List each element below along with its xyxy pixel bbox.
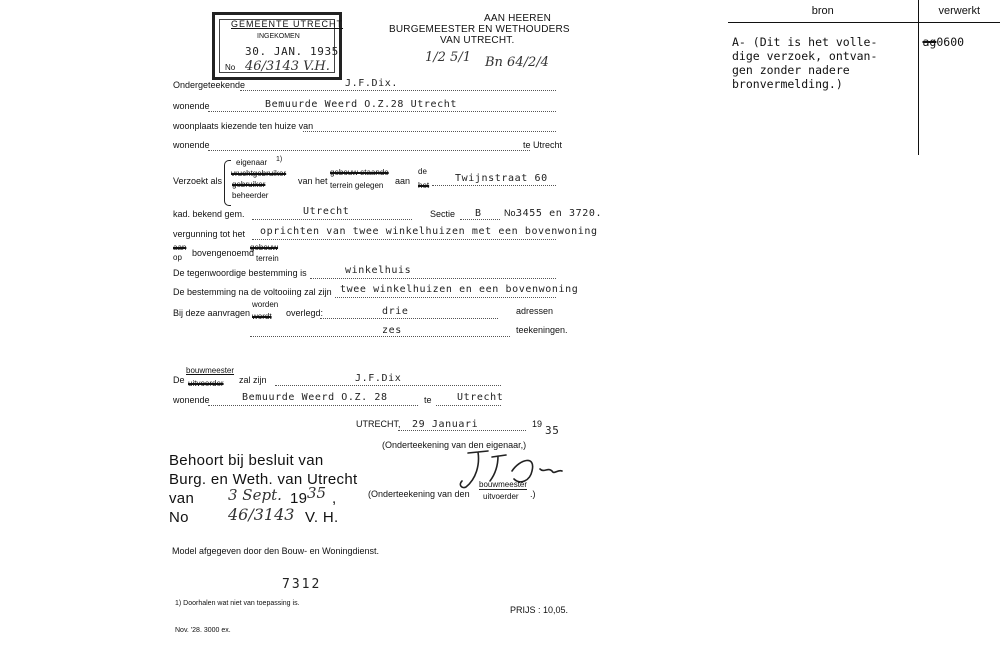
col-source-header: bron: [728, 0, 918, 23]
section-value: B: [475, 208, 482, 219]
submitted-label: Bij deze aanvragen: [173, 308, 251, 318]
building-standing-struck: gebouw staande: [330, 168, 389, 177]
residing-line: [208, 111, 556, 112]
decision-line-2: Burg. en Weth. van Utrecht: [169, 471, 358, 488]
requests-label: Verzoekt als: [173, 176, 223, 186]
stamp-received-label: INGEKOMEN: [257, 33, 300, 40]
decision-no-label: No: [169, 509, 189, 526]
footnote: 1) Doorhalen wat niet van toepassing is.: [175, 600, 300, 607]
stamp-number: 46/3143 V.H.: [245, 59, 330, 74]
received-stamp: [212, 12, 342, 80]
builder-role: bouwmeester: [186, 366, 235, 375]
section-label: Sectie: [430, 209, 456, 219]
model-text: Model afgegeven door den Bouw- en Woningdienst.: [172, 546, 379, 556]
current-use-line: [310, 278, 556, 279]
addressee-line-2: BURGEMEESTER EN WETHOUDERS: [389, 24, 570, 35]
builder-city: Utrecht: [457, 392, 504, 403]
undersigned-label: Ondergeteekende: [173, 80, 246, 90]
number-value: 3455 en 3720.: [516, 208, 603, 219]
date-value: 29 Januari: [412, 419, 479, 430]
cadastral-line: [252, 219, 412, 220]
at-the-struck: het: [418, 181, 430, 190]
above-struck-building: gebouw: [250, 243, 279, 252]
builder-city-line: [436, 405, 501, 406]
processed-text: 0600: [936, 35, 965, 49]
decision-line-1: Behoort bij besluit van: [169, 452, 324, 469]
terrain-located: terrein gelegen: [330, 181, 384, 190]
builder-residing-label: wonende: [173, 395, 210, 405]
processed-cell: [918, 23, 1000, 156]
place-date-label: UTRECHT,: [356, 419, 401, 429]
serial-number: 7312: [282, 577, 322, 592]
above-terrain: terrein: [256, 254, 279, 263]
col-processed-header: verwerkt: [918, 0, 1000, 23]
permit-line: [252, 239, 556, 240]
builder-line: [275, 385, 501, 386]
cadastral-value: Utrecht: [303, 206, 350, 217]
year-value: 35: [545, 424, 560, 437]
current-use-value: winkelhuis: [345, 265, 412, 276]
residing2-line: [208, 150, 530, 151]
domicile-line: [303, 131, 556, 132]
future-use-value: twee winkelhuizen en een bovenwoning: [340, 284, 579, 295]
role-user-struck: vruchtgebruiker: [231, 169, 287, 178]
above-op: op: [173, 253, 182, 262]
processed-struck: ag: [922, 35, 937, 49]
stamp-municipality: GEMEENTE UTRECHT: [231, 19, 344, 29]
permit-value: oprichten van twee winkelhuizen met een bovenwoning: [260, 226, 598, 237]
decision-number: 46/3143: [228, 505, 295, 524]
addresses-value: drie: [382, 306, 409, 317]
residing-value: Bemuurde Weerd O.Z.28 Utrecht: [265, 99, 457, 110]
builder-residing-line: [208, 405, 418, 406]
permit-label: vergunning tot het: [173, 229, 246, 239]
submitted-label-2: overlegd:: [286, 308, 324, 318]
source-table: [728, 0, 1000, 155]
role-tenant-struck: gebruiker: [232, 180, 266, 189]
year-prefix: 19: [532, 419, 543, 429]
number-label: No.: [504, 208, 519, 218]
decision-comma: ,: [332, 490, 337, 507]
domicile-label: woonplaats kiezende ten huize van: [173, 121, 314, 131]
undersigned-value: J.F.Dix.: [345, 78, 398, 89]
builder-label: zal zijn: [239, 375, 267, 385]
submitted-struck: wordt: [252, 312, 272, 321]
role-footnote-mark: 1): [276, 156, 283, 163]
at-the-label: aan: [395, 176, 411, 186]
decision-year: 35: [307, 484, 327, 502]
role-owner: eigenaar: [236, 158, 268, 167]
builder-signature-role-bottom: uitvoerder: [483, 492, 519, 501]
future-use-line: [335, 297, 556, 298]
addressee-line-1: AAN HEEREN: [484, 13, 552, 24]
addresses-line: [320, 318, 498, 319]
handwritten-note-left: 1/2 5/1: [425, 50, 471, 65]
section-line: [460, 219, 500, 220]
at-the-de: de: [418, 167, 427, 176]
owner-signature-label: (Onderteekening van den eigenaar,): [382, 440, 527, 450]
submitted-worden: worden: [252, 300, 279, 309]
addresses-label: adressen: [516, 306, 554, 316]
source-text: A- (Dit is het volle- dige verzoek, ontvan- gen zonder nadere bronvermelding.): [732, 35, 878, 91]
role-manager: beheerder: [232, 191, 269, 200]
drawings-value: zes: [382, 325, 402, 336]
street-line: [432, 185, 556, 186]
addressee-line-3: VAN UTRECHT.: [440, 35, 515, 46]
builder-de: De: [173, 375, 185, 385]
future-use-label: De bestemming na de voltooiing zal zijn: [173, 287, 332, 297]
builder-struck: uitvoerder: [188, 379, 224, 388]
above-struck: aan: [173, 243, 187, 252]
stamp-date: 30. JAN. 1935: [245, 45, 339, 58]
table-row: [728, 23, 1000, 156]
undersigned-line: [240, 90, 556, 91]
decision-van-label: van: [169, 490, 195, 507]
builder-te: te: [424, 395, 432, 405]
builder-signature-role-top: bouwmeester: [479, 480, 528, 489]
decision-date: 3 Sept.: [228, 486, 282, 504]
decision-year-prefix: 19: [290, 490, 308, 507]
source-table-header: [728, 0, 1000, 23]
residing2-label: wonende: [173, 140, 210, 150]
date-line: [398, 430, 526, 431]
role-brace: [224, 160, 231, 206]
builder-signature-close: .): [530, 489, 536, 499]
handwritten-note-right: Bn 64/2/4: [485, 55, 549, 70]
residing-label: wonende: [173, 101, 210, 111]
builder-value: J.F.Dix: [355, 373, 402, 384]
builder-signature-label: (Onderteekening van den: [368, 489, 470, 499]
te-utrecht-label: te Utrecht: [523, 140, 563, 150]
price: PRIJS : 10,05.: [510, 605, 569, 615]
above-label: bovengenoemd: [192, 248, 255, 258]
cadastral-label: kad. bekend gem.: [173, 209, 245, 219]
builder-residing-value: Bemuurde Weerd O.Z. 28: [242, 392, 388, 403]
drawings-line: [250, 336, 510, 337]
stamp-number-prefix: No: [225, 63, 236, 72]
street-value: Twijnstraat 60: [455, 173, 548, 184]
current-use-label: De tegenwoordige bestemming is: [173, 268, 307, 278]
print-reference: Nov. '28. 3000 ex.: [175, 627, 231, 634]
drawings-label: teekeningen.: [516, 325, 568, 335]
decision-vh: V. H.: [305, 509, 339, 526]
of-the-label: van het: [298, 176, 328, 186]
